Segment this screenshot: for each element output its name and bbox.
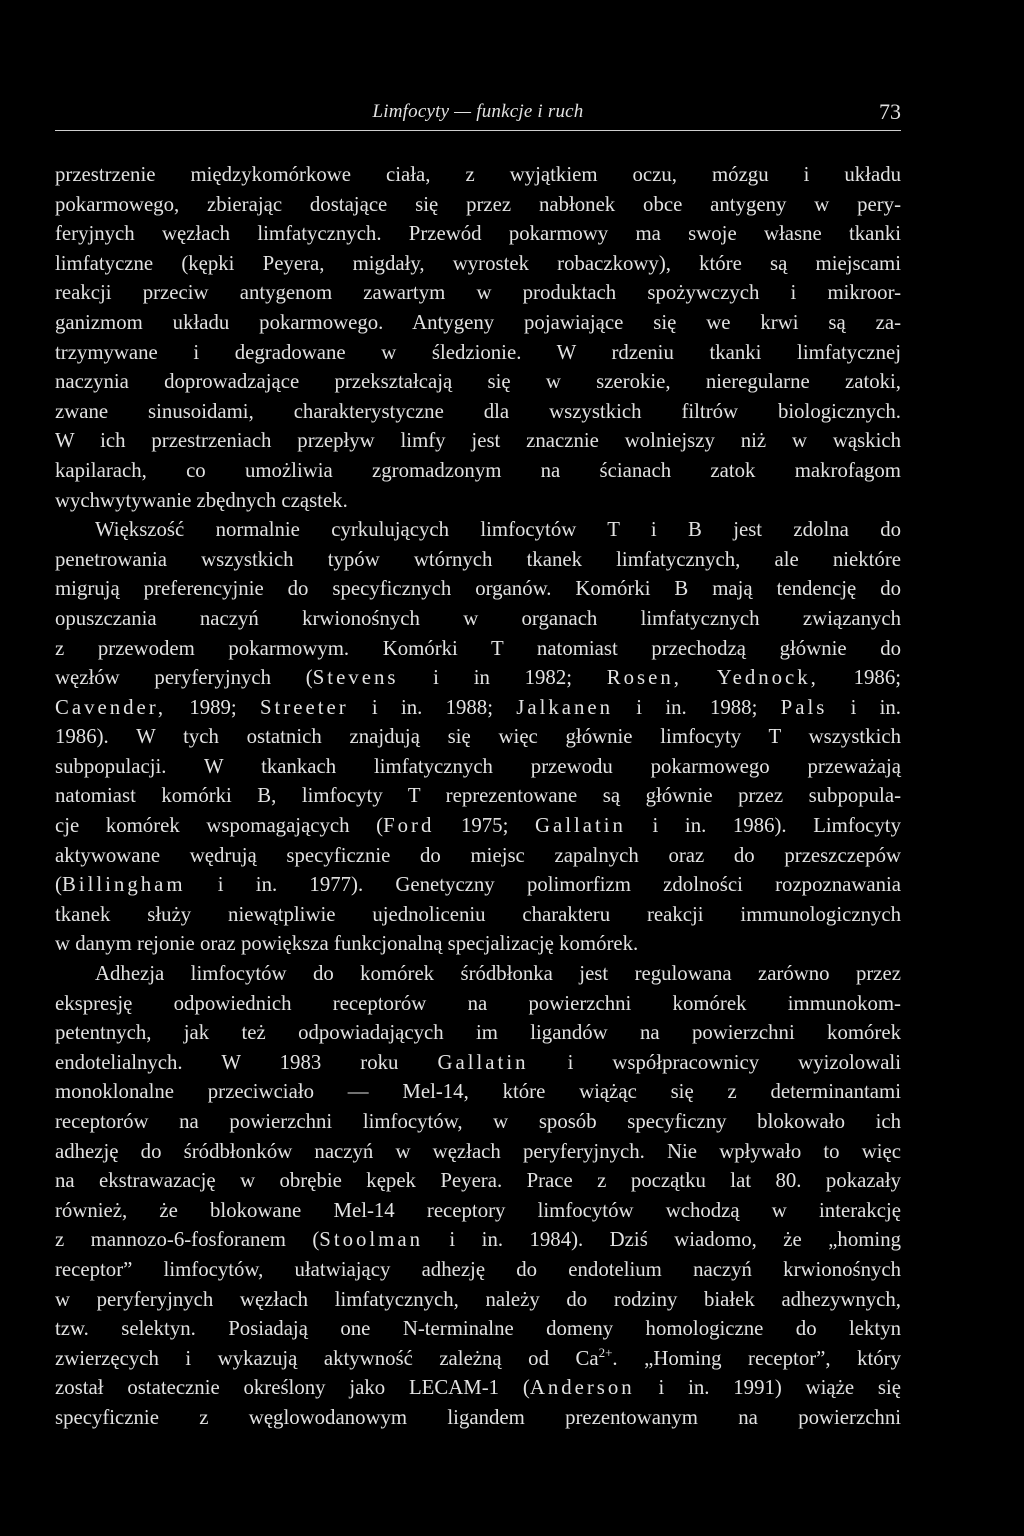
spaced-author-name: Gallatin	[534, 814, 626, 838]
text-line: Adhezja limfocytów do komórek śródbłonka jest regulowana zarówno przez	[95, 962, 901, 986]
text-line: petentnych, jak też odpowiadających im ligandów na powierzchni komórek	[55, 1021, 901, 1045]
spaced-author-name: Gallatin	[437, 1050, 529, 1074]
text-line: aktywowane wędrują specyficznie do miejsc zapalnych oraz do przeszczepów	[55, 843, 901, 867]
text-line: Większość normalnie cyrkulujących limfocytów T i B jest zdolna do	[95, 518, 901, 542]
text-line: zwierzęcych i wykazują aktywność zależną od $Ca^{2+}$. „Homing receptor”, który	[55, 1344, 901, 1370]
spaced-author-name: Rosen,	[606, 666, 682, 690]
running-title: Limfocyty — funkcje i ruch	[372, 101, 584, 122]
spaced-author-name: Stoolman	[319, 1228, 423, 1252]
spaced-author-name: Yednock,	[716, 666, 819, 690]
text-line: specyficznie z węglowodanowym ligandem prezentowanym na powierzchni	[55, 1405, 901, 1429]
text-line: receptorów na powierzchni limfocytów, w sposób specyficzny blokowało ich	[55, 1110, 901, 1133]
text-line: węzłów peryferyjnych (Stevens i in 1982; Rosen, Yednock, 1986;	[55, 666, 902, 690]
text-line: endotelialnych. W 1983 roku Gallatin i współpracownicy wyizolowali	[55, 1050, 901, 1074]
text-line: trzymywane i degradowane w śledzionie. W rdzeniu tkanki limfatycznej	[55, 340, 901, 364]
spaced-author-name: Cavender,	[55, 695, 167, 719]
text-line: tkanek służy niewątpliwie ujednoliceniu charakteru reakcji immunologicznych	[55, 902, 901, 926]
text-line: feryjnych węzłach limfatycznych. Przewód pokarmowy ma swoje własne tkanki	[55, 222, 901, 246]
spaced-author-name: Billingham	[61, 873, 186, 897]
text-line: naczynia doprowadzające przekształcają się w szerokie, nieregularne zatoki,	[55, 370, 901, 394]
text-line: (Billingham i in. 1977). Genetyczny polimorfizm zdolności rozpoznawania	[55, 873, 901, 897]
spaced-author-name: Ford	[383, 814, 435, 838]
spaced-author-name: Pals	[780, 695, 828, 719]
text-line: opuszczania naczyń krwionośnych w organach limfatycznych związanych	[55, 606, 901, 630]
text-line: z przewodem pokarmowym. Komórki T natomiast przechodzą głównie do	[55, 636, 901, 660]
text-line: subpopulacji. W tkankach limfatycznych przewodu pokarmowego przeważają	[55, 754, 901, 778]
running-header	[55, 100, 901, 131]
text-line: monoklonalne przeciwciało — Mel-14, które wiążąc się z determinantami	[55, 1080, 901, 1104]
spaced-author-name: Jalkanen	[516, 695, 614, 719]
text-line: ekspresję odpowiednich receptorów na powierzchni komórek immunokom-	[55, 991, 901, 1015]
spaced-author-name: Anderson	[529, 1376, 635, 1400]
text-line: pokarmowego, zbierając dostające się przez nabłonek obce antygeny w pery-	[55, 192, 901, 216]
text-line: został ostatecznie określony jako LECAM-1 (Anderson i in. 1991) wiąże się	[55, 1376, 902, 1400]
text-line: receptor” limfocytów, ułatwiający adhezję do endotelium naczyń krwionośnych	[55, 1257, 901, 1281]
text-line: tzw. selektyn. Posiadają one N-terminalne domeny homologiczne do lektyn	[55, 1317, 901, 1341]
spaced-author-name: Streeter	[259, 695, 349, 719]
text-line: na ekstrawazację w obrębie kępek Peyera. Prace z początku lat 80. pokazały	[55, 1169, 901, 1193]
text-line: zwane sinusoidami, charakterystyczne dla wszystkich filtrów biologicznych.	[55, 399, 901, 423]
text-line: wychwytywanie zbędnych cząstek.	[55, 488, 348, 512]
text-line: penetrowania wszystkich typów wtórnych tkanek limfatycznych, ale niektóre	[55, 547, 901, 571]
text-line: z mannozo-6-fosforanem (Stoolman i in. 1984). Dziś wiadomo, że „homing	[55, 1228, 901, 1252]
text-line: adhezję do śródbłonków naczyń w węzłach peryferyjnych. Nie wpływało to więc	[55, 1139, 901, 1163]
superscript: 2+	[598, 1344, 613, 1360]
spaced-author-name: Stevens	[312, 666, 399, 690]
text-line: w danym rejonie oraz powiększa funkcjonalną specjalizację komórek.	[55, 932, 639, 956]
text-line: limfatyczne (kępki Peyera, migdały, wyrostek robaczkowy), które są miejscami	[55, 251, 901, 275]
text-line: również, że blokowane Mel-14 receptory limfocytów wchodzą w interakcję	[55, 1198, 901, 1222]
text-line: Cavender, 1989; Streeter i in. 1988; Jalkanen i in. 1988; Pals i in.	[55, 695, 902, 719]
text-line: cje komórek wspomagających (Ford 1975; Gallatin i in. 1986). Limfocyty	[55, 814, 901, 838]
body-text	[55, 160, 901, 1433]
page-number: 73	[879, 99, 901, 124]
text-line: natomiast komórki B, limfocyty T reprezentowane są głównie przez subpopula-	[55, 784, 901, 808]
text-line: kapilarach, co umożliwia zgromadzonym na ścianach zatok makrofagom	[55, 458, 901, 482]
text-line: 1986). W tych ostatnich znajdują się więc głównie limfocyty T wszystkich	[55, 725, 901, 749]
text-line: reakcji przeciw antygenom zawartym w produktach spożywczych i mikroor-	[55, 281, 901, 305]
text-line: ganizmom układu pokarmowego. Antygeny pojawiające się we krwi są za-	[55, 310, 901, 334]
text-line: w peryferyjnych węzłach limfatycznych, należy do rodziny białek adhezywnych,	[55, 1287, 901, 1311]
text-line: przestrzenie międzykomórkowe ciała, z wyjątkiem oczu, mózgu i układu	[55, 163, 901, 186]
text-line: W ich przestrzeniach przepływ limfy jest znacznie wolniejszy niż w wąskich	[55, 429, 901, 453]
text-line: migrują preferencyjnie do specyficznych organów. Komórki B mają tendencję do	[55, 577, 901, 601]
